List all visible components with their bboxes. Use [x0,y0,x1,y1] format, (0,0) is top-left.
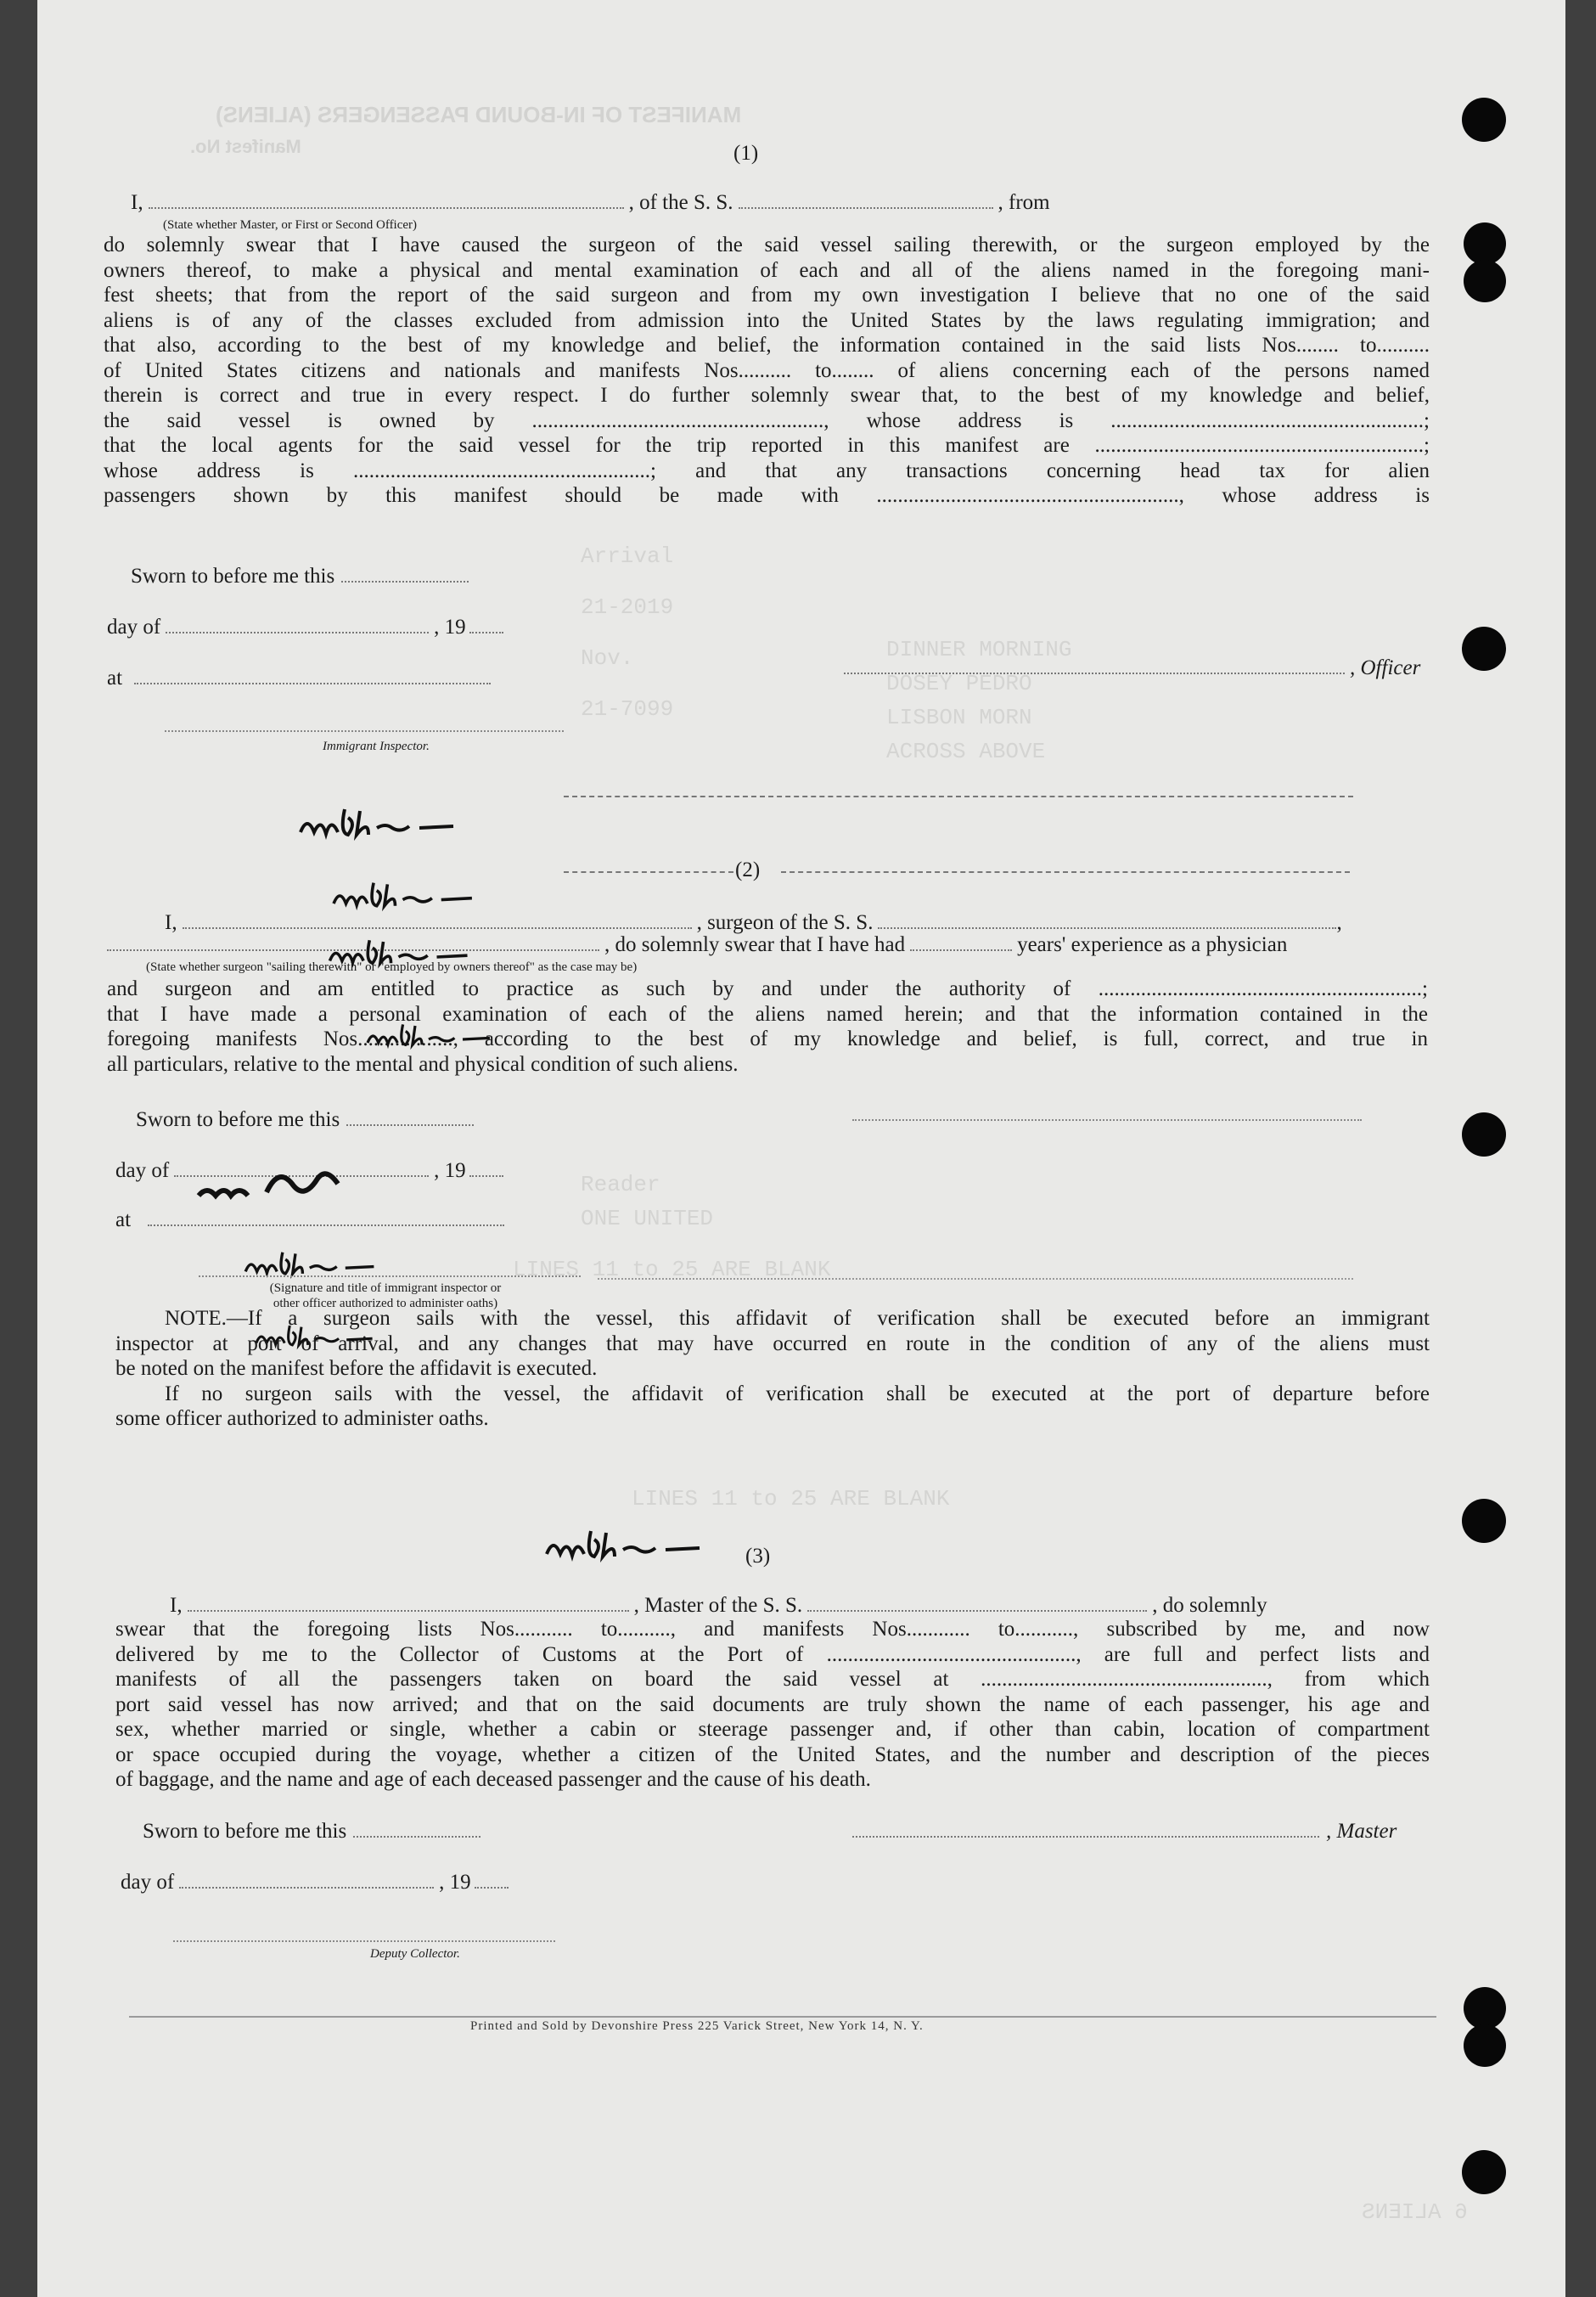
section-3-master-line: I, , Master of the S. S. , do solemnly [170,1591,1267,1619]
punch-hole [1462,98,1506,142]
punch-hole [1462,1112,1506,1157]
section-2-swear-line: , do solemnly swear that I have had years' experience as a physician [107,931,1287,958]
section-2-at: at [115,1206,504,1233]
section-2-dash-right [781,871,1350,873]
printer-footer: Printed and Sold by Devonshire Press 225 Varick Street, New York 14, N. Y. [470,2019,924,2033]
section-2-sworn: Sworn to before me this [136,1106,474,1133]
section-2-surgeon-line: I, , surgeon of the S. S. , [165,909,1342,936]
bleed-through-subtitle: Manifest No. [190,136,301,157]
section-3-number: (3) [745,1545,771,1568]
section-3-master-signature-line: , Master [852,1817,1396,1844]
section-1-sworn: Sworn to before me this [131,562,469,589]
section-3-oath-text: swear that the foregoing lists Nos........... to.........., and manifests Nos............ to..........., subscribed by me, and now delivered by me to the Collector of Customs at the Port of ..............................................., are full and perfect lists and manifests of all the passengers taken on board the said vessel at ......................................................, from which port said vessel has now arrived; and that on the said documents are truly shown the name of each passenger, his age and sex, whether married or single, whether a cabin or steerage passenger and, if other than cabin, location of compartment or space occupied during the voyage, whether a citizen of the United States, and the number and description of the pieces of baggage, and the name and age of each deceased passenger and the cause of his death. [115,1618,1430,1791]
section-1-at: at [107,664,491,691]
section-1-officer-signature-line: , Officer [844,654,1420,681]
section-1-inspector-rule [165,730,564,732]
section-1-oath-text: do solemnly swear that I have caused the surgeon of the said vessel sailing therewith, or the surgeon employed by the owners thereof, to make a physical and mental examination of each and all of the aliens named in the foregoing mani- fest sheets; that from the report of the said surgeon and from my own investigation I believe that no one of the said aliens is of any of the classes excluded from admission into the United States by the laws regulating immigration; and that also, according to the best of my knowledge and belief, the information contained in the said lists Nos........ to.......... of United States citizens and nationals and manifests Nos.......... to........ of aliens concerning each of the persons named therein is correct and true in every respect. I do further solemnly swear that, to the best of my knowledge and belief, the said vessel is owned by ......................................................., whose address is ...........................................................; that the local agents for the said vessel for the trip reported in this manifest are ..............................................................; whose address is ........................................................; and that any transactions concerning head tax for alien passengers shown by this manifest should be made with ........................................................., whose address is [104,234,1430,507]
section-2-signature-rule [598,1278,1353,1280]
bleed-through-line-8: ACROSS ABOVE [886,739,1046,764]
section-2-dash-left [564,871,733,873]
bleed-through-line-7: LISBON MORN [886,705,1032,730]
bleed-through-line-5: DINNER MORNING [886,637,1072,662]
punch-hole-double [1464,222,1506,304]
bleed-through-line-2: 21-2019 [581,594,674,620]
separator-dashed [564,796,1353,797]
section-2-inspector-caption: (Signature and title of immigrant inspector or other officer authorized to administer oaths) [269,1281,502,1310]
bleed-through-line-6: DOSEY PEDRO [886,671,1032,696]
handwritten-signature [360,1019,504,1053]
section-1-day-of: day of , 19 [107,613,503,640]
section-1-number: (1) [733,142,759,165]
section-2-surgeon-signature-line [852,1119,1362,1121]
section-2-number: (2) [735,859,761,881]
handwritten-signature [190,1163,360,1206]
bleed-through-line-11: LINES 11 to 25 ARE BLANK [513,1257,831,1282]
bleed-through-line-1: Arrival [581,543,674,569]
handwritten-signature [318,934,487,972]
handwritten-signature [292,802,470,845]
section-1-header-line: I, , of the S. S. , from [131,189,1050,216]
bleed-through-line-4: 21-7099 [581,696,674,722]
bleed-through-line-10: ONE UNITED [581,1206,714,1231]
footer-rule [129,2016,1436,2018]
punch-hole [1462,627,1506,671]
section-1-officer-note: (State whether Master, or First or Second Officer) [163,218,418,232]
section-3-day-of: day of , 19 [121,1868,509,1895]
bleed-through-line-9: Reader [581,1172,660,1197]
section-2-inspector-rule [199,1275,581,1277]
bleed-through-line-12: LINES 11 to 25 ARE BLANK [632,1486,950,1512]
handwritten-signature [513,1524,742,1567]
bleed-through-title: MANIFEST OF IN-BOUND PASSENGERS (ALIENS) [216,102,742,127]
section-2-surgeon-note: (State whether surgeon "sailing therewith" or "employed by owners thereof" as the case may be) [146,960,638,974]
section-3-collector-rule [173,1940,555,1942]
section-2-day-of: day of , 19 [115,1157,503,1184]
section-1-inspector-caption: Immigrant Inspector. [323,740,430,753]
punch-hole-double [1464,1987,1506,2069]
punch-hole [1462,1499,1506,1543]
section-3-collector-caption: Deputy Collector. [370,1947,460,1961]
bleed-through-line-13: 6 ALIENS [1362,2199,1468,2225]
punch-hole [1462,2150,1506,2194]
section-2-note: NOTE.—If a surgeon sails with the vessel, this affidavit of verification shall be executed before an immigrant inspector at port of arrival, and any changes that may have occurred en route in the condition of any of the aliens must be noted on the manifest before the affidavit is executed. If no surgeon sails with the vessel, the affidavit of verification shall be executed at the port of departure before some officer authorized to administer oaths. [115,1307,1430,1430]
section-2-oath-text: and surgeon and am entitled to practice as such by and under the authority of .............................................................; that I have made a personal examination of each of the aliens named herein; and that the information contained in the foregoing manifests Nos.................., according to the best of my knowledge and belief, is full, correct, and true in all particulars, relative to the mental and physical condition of such aliens. [107,977,1428,1076]
manifest-page [37,0,1565,2297]
section-3-sworn: Sworn to before me this [143,1817,480,1844]
bleed-through-line-3: Nov. [581,645,634,671]
